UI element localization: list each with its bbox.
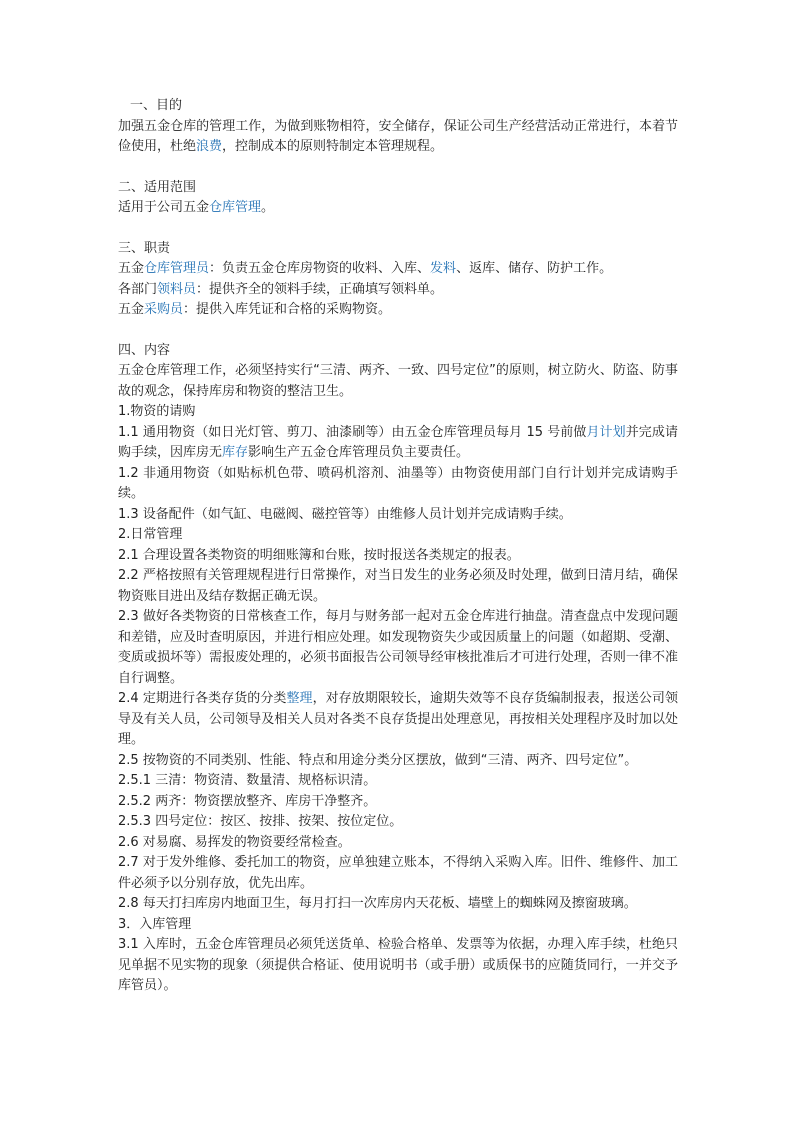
text: 1.1 通用物资（如日光灯管、剪刀、油漆刷等）由五金仓库管理员每月 15 号前做 bbox=[118, 424, 587, 440]
paragraph-2-4 bbox=[118, 689, 678, 751]
text: ，控制成本的原则特制定本管理规程。 bbox=[222, 139, 444, 154]
text: 五金 bbox=[118, 302, 145, 317]
heading-requisition: 1.物资的请购 bbox=[118, 404, 196, 419]
paragraph-3-1: 3.1 入库时，五金仓库管理员必须凭送货单、检验合格单、发票等为依据，办理入库手续，杜绝只见单据不见实物的现象（须提供合格证、使用说明书（或手册）或质保书的应随货同行，一并交予库管员）。 bbox=[118, 937, 678, 993]
link-inventory[interactable]: 库存 bbox=[222, 445, 249, 460]
paragraph-2-7: 2.7 对于发外维修、委托加工的物资，应单独建立账本，不得纳入采购入库。旧件、维修件、加工件必须予以分别存放，优先出库。 bbox=[118, 855, 678, 891]
document-body bbox=[118, 96, 678, 997]
paragraph-1-1 bbox=[118, 423, 678, 464]
paragraph-2-2: 2.2 严格按照有关管理规程进行日常操作，对当日发生的业务必须及时处理，做到日清月结，确保物资账目进出及结存数据正确无误。 bbox=[118, 568, 678, 604]
duty-warehouse-keeper bbox=[118, 259, 678, 280]
section-title-duties: 三、职责 bbox=[118, 240, 171, 256]
paragraph-2-6: 2.6 对易腐、易挥发的物资要经常检查。 bbox=[118, 834, 351, 850]
link-warehouse-management[interactable]: 仓库管理 bbox=[209, 200, 262, 215]
paragraph-purpose bbox=[118, 117, 678, 158]
spacer bbox=[118, 158, 678, 178]
paragraph-1-3: 1.3 设备配件（如气缸、电磁阀、磁控管等）由维修人员计划并完成请购手续。 bbox=[118, 506, 572, 522]
paragraph-2-1: 2.1 合理设置各类物资的明细账簿和台账，按时报送各类规定的报表。 bbox=[118, 547, 520, 563]
text: 加强五金仓库的管理工作，为做到账物相符，安全储存，保证公司生产经营活动正常进行，本着节俭使用，杜绝 bbox=[118, 118, 678, 154]
section-title-scope: 二、适用范围 bbox=[118, 179, 197, 195]
text: 影响生产五金仓库管理员负主要责任。 bbox=[248, 445, 470, 460]
paragraph-2-5-1: 2.5.1 三清：物资清、数量清、规格标识清。 bbox=[118, 773, 377, 788]
text: 适用于公司五金 bbox=[118, 200, 210, 215]
text: ：负责五金仓库房物资的收料、入库、 bbox=[209, 261, 431, 276]
heading-daily-management: 2.日常管理 bbox=[118, 527, 183, 542]
link-warehouse-keeper[interactable]: 仓库管理员 bbox=[144, 261, 210, 276]
text: 五金 bbox=[118, 261, 145, 276]
paragraph-2-5-2: 2.5.2 两齐：物资摆放整齐、库房干净整齐。 bbox=[118, 793, 377, 809]
spacer bbox=[118, 321, 678, 341]
text: 并完成请购手续，因库房无 bbox=[118, 424, 678, 460]
text: ，对存放期限较长，逾期失效等不良存货编制报表，报送公司领导及有关人员，公司领导及相关人员对各类不良存货提出处理意见，再按相关处理程序及时加以处理。 bbox=[118, 691, 678, 747]
paragraph-2-8: 2.8 每天打扫库房内地面卫生，每月打扫一次库房内天花板、墙壁上的蜘蛛网及擦窗玻璃。 bbox=[118, 896, 637, 911]
paragraph-2-3: 2.3 做好各类物资的日常核查工作，每月与财务部一起对五金仓库进行抽盘。清查盘点中发现问题和差错，应及时查明原因，并进行相应处理。如发现物资失少或因质量上的问题（如超期、受潮、变质或损坏等）需报废处理的，必须书面报告公司领导经审核批准后才可进行处理，否则一律不准自行调整。 bbox=[118, 609, 678, 686]
paragraph-scope bbox=[118, 198, 678, 219]
link-buyer[interactable]: 采购员 bbox=[144, 302, 184, 317]
duty-buyer bbox=[118, 300, 678, 321]
text: 各部门 bbox=[118, 281, 158, 297]
spacer bbox=[118, 219, 678, 239]
paragraph-2-5: 2.5 按物资的不同类别、性能、特点和用途分类分区摆放，做到“三清、两齐、四号定位”。 bbox=[118, 752, 638, 768]
text: ：提供齐全的领料手续，正确填写领料单。 bbox=[196, 281, 444, 297]
text: 2.4 定期进行各类存货的分类 bbox=[118, 691, 287, 706]
text: 、返库、储存、防护工作。 bbox=[456, 261, 613, 276]
paragraph-2-5-3: 2.5.3 四号定位：按区、按排、按架、按位定位。 bbox=[118, 814, 403, 829]
duty-requisitioner bbox=[118, 280, 678, 301]
link-issue-material[interactable]: 发料 bbox=[430, 261, 457, 276]
section-title-purpose: 一、目的 bbox=[130, 98, 183, 113]
paragraph-intro: 五金仓库管理工作，必须坚持实行“三清、两齐、一致、四号定位”的原则，树立防火、防盗、防事故的观念，保持库房和物资的整洁卫生。 bbox=[118, 363, 678, 399]
link-requisitioner[interactable]: 领料员 bbox=[157, 281, 197, 297]
text: 。 bbox=[261, 200, 275, 215]
link-monthly-plan[interactable]: 月计划 bbox=[586, 424, 626, 440]
link-waste[interactable]: 浪费 bbox=[196, 139, 223, 154]
heading-stock-in: 3．入库管理 bbox=[118, 916, 192, 932]
paragraph-1-2: 1.2 非通用物资（如贴标机色带、喷码机溶剂、油墨等）由物资使用部门自行计划并完成请购手续。 bbox=[118, 465, 678, 501]
text: ：提供入库凭证和合格的采购物资。 bbox=[183, 302, 392, 317]
link-organize[interactable]: 整理 bbox=[286, 691, 313, 706]
section-title-content: 四、内容 bbox=[118, 342, 171, 358]
